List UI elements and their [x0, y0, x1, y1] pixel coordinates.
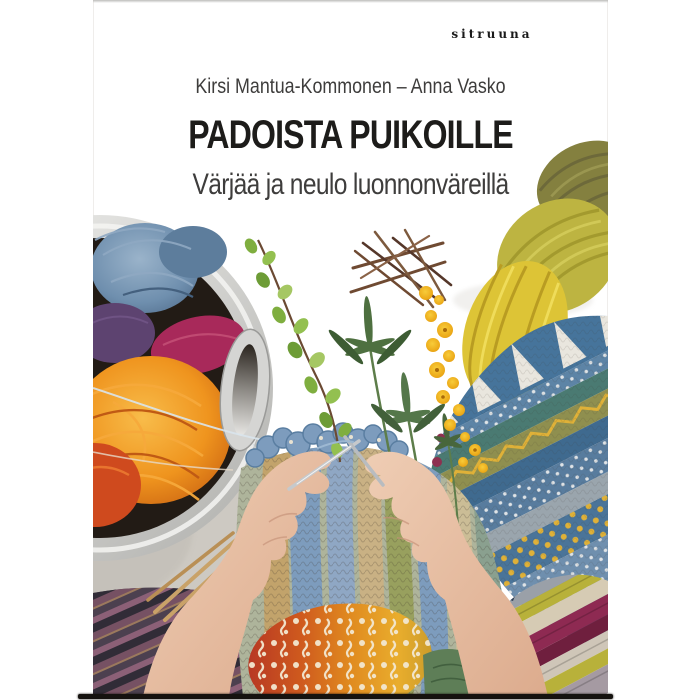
book-cover — [93, 0, 608, 697]
authors-line: Kirsi Mantua-Kommonen – Anna Vasko — [195, 75, 506, 98]
cover-photo-collage — [93, 0, 608, 697]
book-shadow — [78, 694, 613, 699]
book-top-edge — [93, 0, 608, 3]
publisher-logo: sitruuna — [451, 27, 533, 41]
book-title: PADOISTA PUIKOILLE — [188, 113, 513, 157]
twigs — [351, 230, 451, 307]
book-subtitle: Värjää ja neulo luonnonväreillä — [192, 168, 509, 201]
